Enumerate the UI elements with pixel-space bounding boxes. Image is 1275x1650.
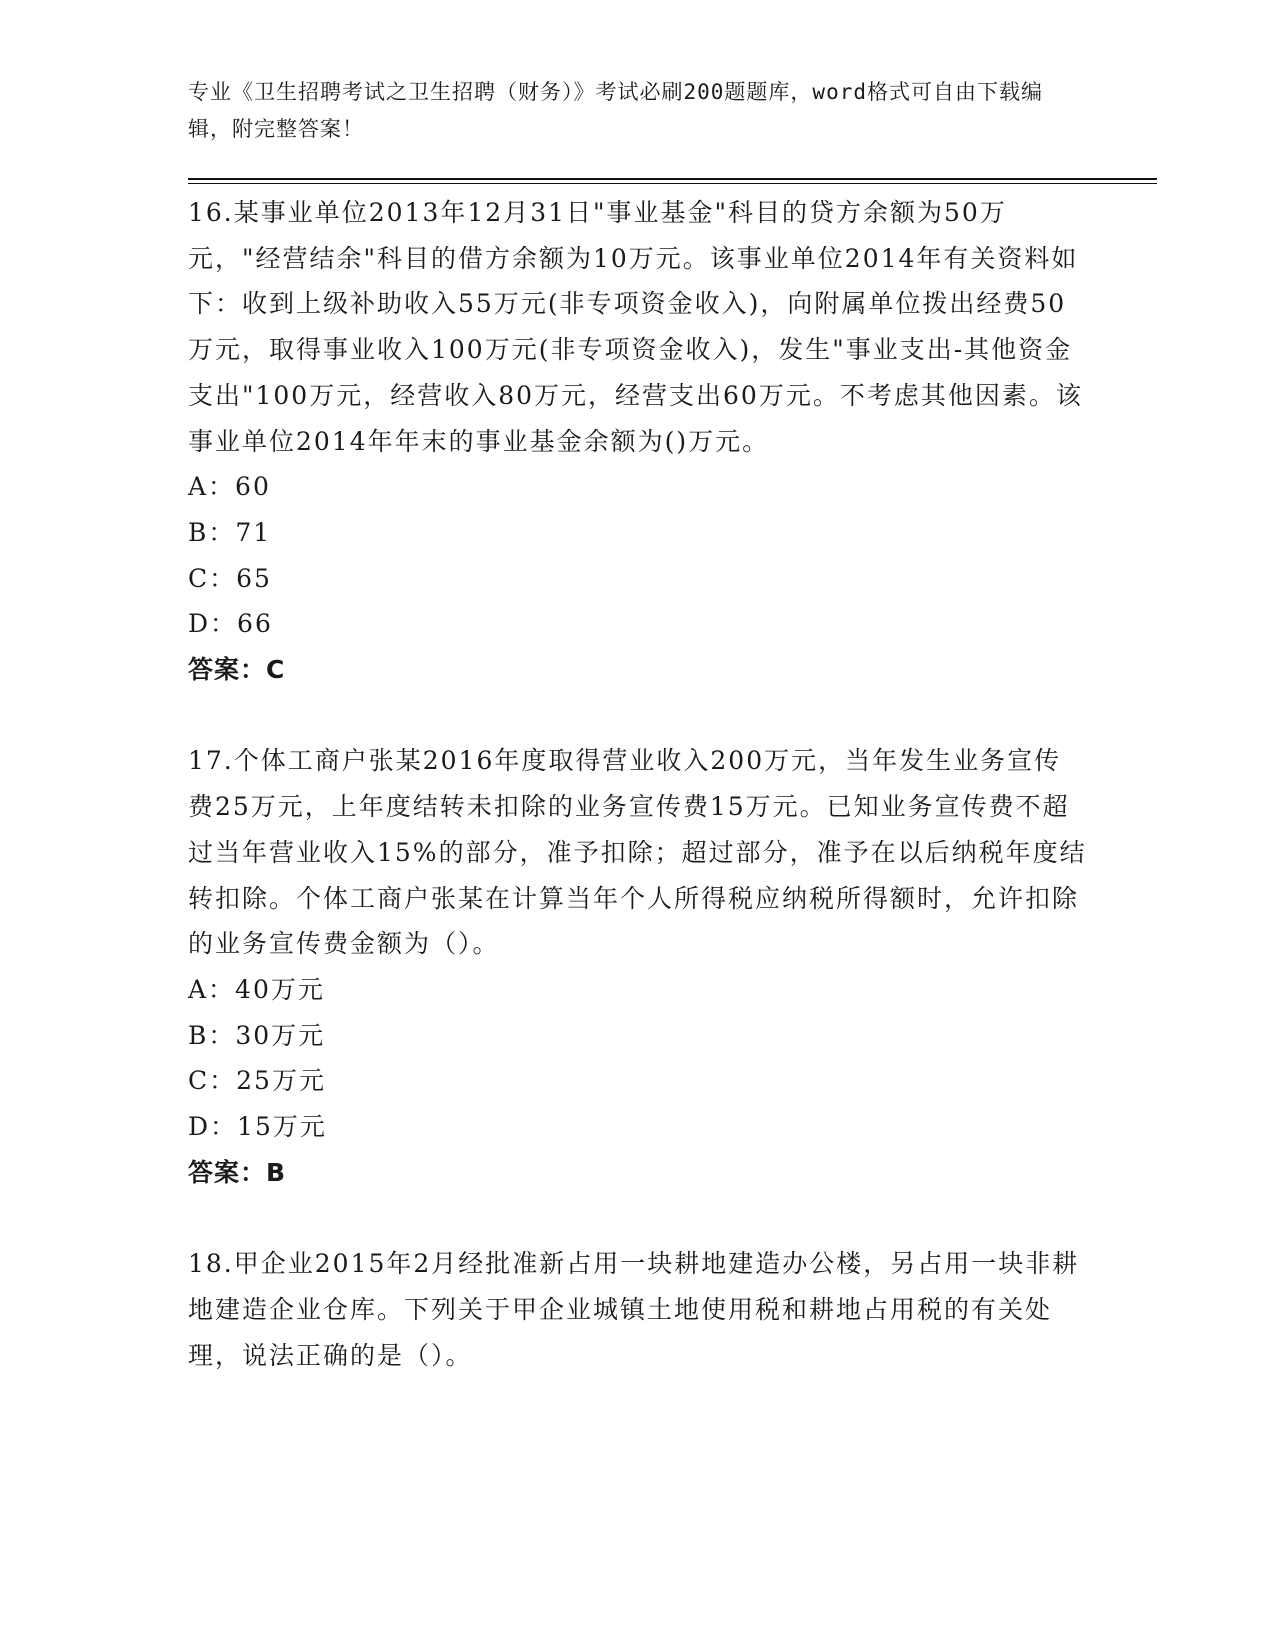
option-d: D：15万元 [188,1112,327,1142]
answer-line: 答案：C [188,655,286,685]
option-c: C：25万元 [188,1066,326,1096]
option-c: C：65 [188,563,272,593]
header-divider-thick [188,178,1157,180]
question-spacer [188,1195,1088,1241]
answer-line: 答案：B [188,1157,287,1187]
option-a: A：60 [188,472,271,502]
header-divider-thin [188,183,1157,184]
question-text: 17.个体工商户张某2016年度取得营业收入200万元，当年发生业务宣传费25万元，上年度结转未扣除的业务宣传费15万元。已知业务宣传费不超过当年营业收入15%的部分，准予扣除；超过部分，准予在以后纳税年度结转扣除。个体工商户张某在计算当年个人所得税应纳税所得额时，允许扣除的业务宣传费金额为（）。 [188,746,1087,959]
option-b: B：30万元 [188,1020,326,1050]
question-block [188,1241,1088,1378]
question-text: 18.甲企业2015年2月经批准新占用一块耕地建造办公楼，另占用一块非耕地建造企业仓库。下列关于甲企业城镇土地使用税和耕地占用税的有关处理，说法正确的是（）。 [188,1249,1080,1370]
option-d: D：66 [188,609,273,639]
question-block [188,738,1088,1195]
question-spacer [188,693,1088,739]
option-a: A：40万元 [188,974,325,1004]
document-header-title: 专业《卫生招聘考试之卫生招聘（财务）》考试必刷200题题库，word格式可自由下载编辑，附完整答案！ [188,80,1043,141]
option-b: B：71 [188,517,272,547]
question-text: 16.某事业单位2013年12月31日"事业基金"科目的贷方余额为50万元，"经营结余"科目的借方余额为10万元。该事业单位2014年有关资料如下：收到上级补助收入55万元(非专项资金收入)，向附属单位拨出经费50万元，取得事业收入100万元(非专项资金收入)，发生"事业支出-其他资金支出"100万元，经营收入80万元，经营支出60万元。不考虑其他因素。该事业单位2014年年末的事业基金余额为()万元。 [188,198,1083,456]
question-list [188,190,1088,1378]
question-block [188,190,1088,693]
